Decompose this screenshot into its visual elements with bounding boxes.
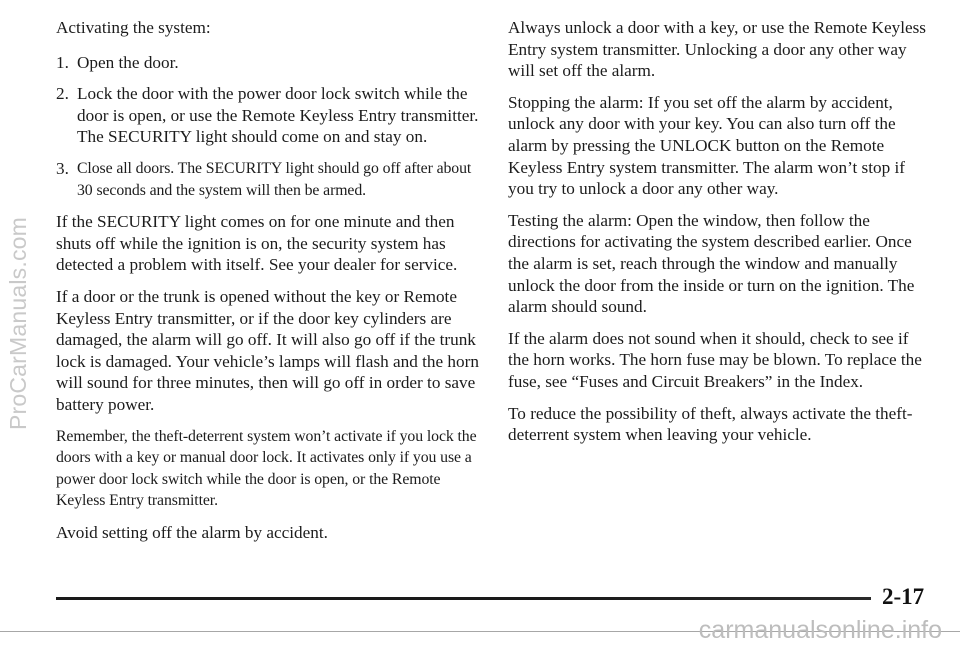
paragraph: Remember, the theft-deterrent system won’t activate if you lock the doors with a key or manual door lock. It activates only if you use a power door lock switch while the door is open, or the Remote Keyless Entry transmitter. [56, 427, 477, 510]
step-number: 3. [56, 158, 69, 178]
paragraph: If the alarm does not sound when it should, check to see if the horn works. The horn fuse may be blown. To replace the fuse, see “Fuses and Circuit Breakers” in the Index. [508, 328, 922, 391]
left-column [56, 17, 480, 553]
list-item [56, 83, 480, 148]
paragraph: If the SECURITY light comes on for one minute and then shuts off while the ignition is on, the security system has detected a problem with itself. See your dealer for service. [56, 212, 458, 275]
watermark-text: ProCarManuals.com [5, 216, 32, 430]
paragraph: If a door or the trunk is opened without the key or Remote Keyless Entry transmitter, or if the door key cylinders are damaged, the alarm will go off. It will also go off if the trunk lock is damaged. Your vehicle’s lamps will flash and the horn will sound for three minutes, then will go off in order to save battery power. [56, 286, 479, 414]
step-text: Lock the door with the power door lock switch while the door is open, or use the Remote Keyless Entry transmitter. The SECURITY light should come on and stay on. [77, 84, 479, 147]
step-number: 1. [56, 52, 69, 72]
paragraph: Always unlock a door with a key, or use the Remote Keyless Entry system transmitter. Unlocking a door any other way will set off the alarm. [508, 18, 926, 81]
list-item [56, 52, 480, 74]
right-column [508, 17, 932, 456]
paragraph: To reduce the possibility of theft, always activate the theft-deterrent system when leaving your vehicle. [508, 403, 913, 445]
section-heading: Activating the system: [56, 18, 211, 37]
side-watermark [2, 0, 36, 646]
step-text: Close all doors. The SECURITY light should go off after about 30 seconds and the system will then be armed. [77, 159, 472, 199]
step-number: 2. [56, 84, 69, 104]
page-number: 2-17 [882, 584, 925, 609]
list-item [56, 158, 480, 201]
paragraph: Stopping the alarm: If you set off the alarm by accident, unlock any door with your key. You can also turn off the alarm by pressing the UNLOCK button on the Remote Keyless Entry system transmitter. The alarm won’t stop if you try to unlock a door any other way. [508, 92, 905, 199]
footer-rule [56, 597, 871, 600]
paragraph: Avoid setting off the alarm by accident. [56, 522, 328, 542]
step-text: Open the door. [77, 52, 179, 72]
steps-list [56, 52, 480, 202]
footer-watermark: carmanualsonline.info [698, 616, 942, 644]
paragraph: Testing the alarm: Open the window, then follow the directions for activating the system described earlier. Once the alarm is set, reach through the window and manually unlock the door from the inside or turn on the ignition. The alarm should sound. [508, 210, 915, 317]
